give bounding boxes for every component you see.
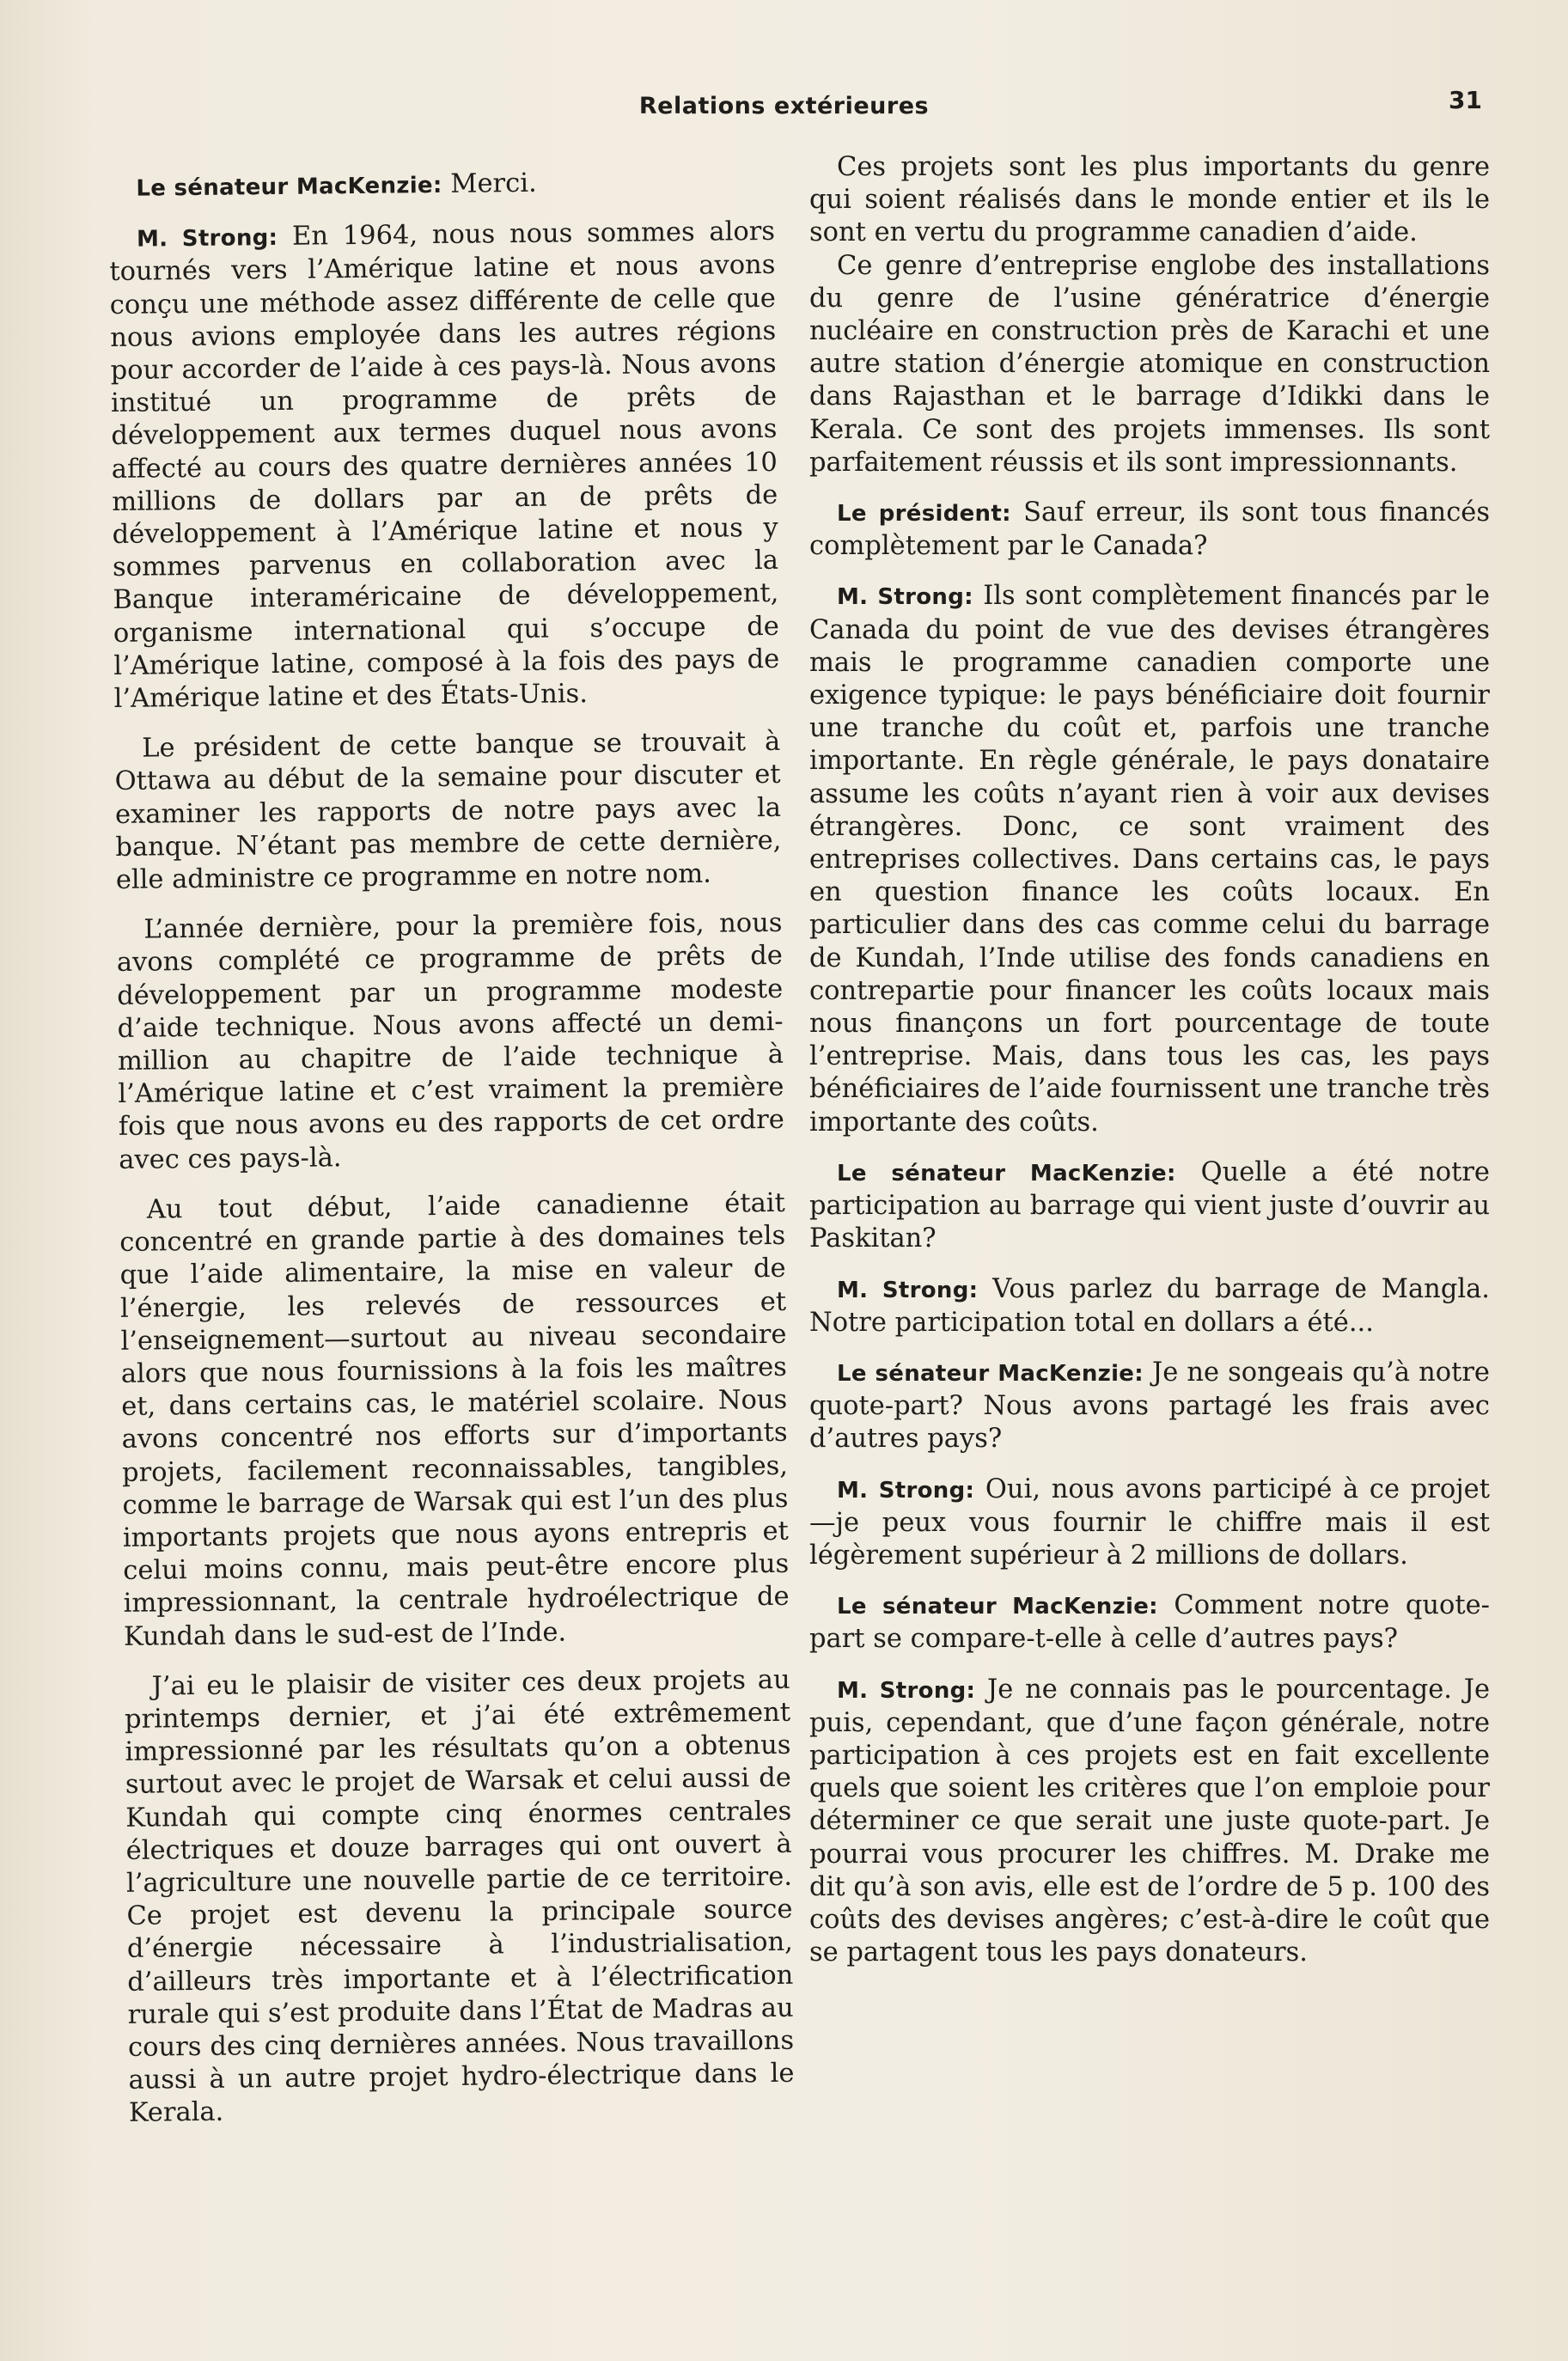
paragraph-text: Ces projets sont les plus importants du genre qui soient réalisés dans le monde entier et ils le sont en vertu du programme canadien d’aide.	[809, 152, 1490, 248]
right-column	[809, 151, 1490, 1986]
running-title: Relations extérieures	[638, 93, 930, 119]
paragraph-text: Ce genre d’entreprise englobe des installations du genre de l’usine génératrice d’énergie nucléaire en construction près de Karachi et une autre station d’énergie atomique en construction dans Rajasthan et le barrage d’Idikki dans le Kerala. Ce sont des projets immenses. Ils sont parfaitement réussis et ils sont impressionnants.	[809, 250, 1490, 478]
paragraph	[809, 1674, 1490, 1970]
paragraph-text: Je ne songeais qu’à notre quote-part? Nous avons partagé les frais avec d’autres pays?	[809, 1357, 1490, 1455]
paragraph	[809, 1156, 1490, 1256]
speaker-label: M. Strong:	[837, 1677, 976, 1704]
speaker-label: M. Strong:	[837, 1277, 979, 1303]
paragraph-text: Vous parlez du barrage de Mangla. Notre participation total en dollars a été...	[809, 1273, 1490, 1338]
paragraph	[116, 907, 784, 1177]
speaker-label: M. Strong:	[136, 225, 278, 253]
speaker-label: M. Strong:	[837, 584, 973, 611]
speaker-label: M. Strong:	[837, 1477, 975, 1504]
page-header	[0, 86, 1568, 129]
paragraph	[809, 580, 1490, 1138]
paragraph	[809, 1473, 1490, 1573]
paragraph-text: Oui, nous avons participé à ce projet—je peux vous fournir le chiffre mais il est légèrement supérieur à 2 millions de dollars.	[809, 1473, 1490, 1571]
left-column	[108, 148, 795, 2148]
paragraph-text: Sauf erreur, ils sont tous financés complètement par le Canada?	[809, 497, 1490, 562]
paragraph-text: Merci.	[450, 168, 537, 199]
paragraph-text: J’ai eu le plaisir de visiter ces deux projets au printemps dernier, et j’ai été extrêmement impressionné par les résultats qu’on a obtenus surtout avec le projet de Warsak et celui aussi de Kundah qui compte cinq énormes centrales électriques et douze barrages qui ont ouvert à l’agriculture une nouvelle partie de ce territoire. Ce projet est devenu la principale source d’énergie nécessaire à l’industrialisation, d’ailleurs très importante et à l’électrification rurale qui s’est produite dans l’État de Madras au cours des cinq dernières années. Nous travaillons aussi à un autre projet hydro-électrique dans le Kerala.	[124, 1664, 795, 2129]
paragraph	[108, 165, 774, 205]
paragraph-text: Comment notre quote-part se compare-t-elle à celle d’autres pays?	[809, 1590, 1490, 1655]
speaker-label: Le sénateur MacKenzie:	[136, 172, 442, 202]
paragraph-text: Je ne connais pas le pourcentage. Je puis, cependant, que d’une façon générale, notre participation à ces projets est en fait excellente quels que soient les critères que l’on emploie pour déterminer ce que serait une juste quote-part. Je pourrai vous procurer les chiffres. M. Drake me dit qu’à son avis, elle est de l’ordre de 5 p. 100 des coûts des devises angères; c’est-à-dire le coût que se partagent tous les pays donateurs.	[809, 1674, 1490, 1968]
paragraph	[119, 1187, 790, 1654]
paragraph	[809, 1589, 1490, 1656]
paragraph	[114, 726, 782, 897]
speaker-label: Le sénateur MacKenzie:	[837, 1360, 1144, 1387]
paragraph	[109, 216, 780, 716]
paragraph-text: L’année dernière, pour la première fois, nous avons complété ce programme de prêts de développement par un programme modeste d’aide technique. Nous avons affecté un demi-million au chapitre de l’aide technique à l’Amérique latine et c’est vraiment la première fois que nous avons eu des rapports de cet ordre avec ces pays-là.	[116, 908, 784, 1175]
speaker-label: Le sénateur MacKenzie:	[837, 1160, 1176, 1187]
page-number: 31	[1449, 86, 1482, 114]
paragraph-text: Quelle a été notre participation au barrage qui vient juste d’ouvrir au Paskitan?	[809, 1156, 1490, 1254]
paragraph	[809, 151, 1490, 250]
speaker-label: Le sénateur MacKenzie:	[837, 1594, 1158, 1620]
paragraph	[809, 250, 1490, 479]
paragraph	[809, 497, 1490, 563]
speaker-label: Le président:	[837, 501, 1011, 528]
paragraph	[809, 1357, 1490, 1456]
paragraph	[124, 1664, 795, 2131]
paragraph-text: Ils sont complètement financés par le Canada du point de vue des devises étrangères mais le programme canadien comporte une exigence typique: le pays bénéficiaire doit fournir une tranche du coût et, parfois une tranche importante. En règle générale, le pays donataire assume les coûts n’ayant rien à voir aux devises étrangères. Donc, ce sont vraiment des entreprises collectives. Dans certains cas, le pays en question finance les coûts locaux. En particulier dans des cas comme celui du barrage de Kundah, l’Inde utilise des fonds canadiens en contrepartie pour financer les coûts locaux mais nous finançons un fort pourcentage de toute l’entreprise. Mais, dans tous les cas, les pays bénéficiaires de l’aide fournissent une tranche très importante des coûts.	[809, 581, 1490, 1138]
paragraph-text: Au tout début, l’aide canadienne était concentré en grande partie à des domaines tels que l’aide alimentaire, la mise en valeur de l’énergie, les relevés de ressources et l’enseignement—surtout au niveau secondaire alors que nous fournissions à la fois les maîtres et, dans certains cas, le matériel scolaire. Nous avons concentré nos efforts sur d’importants projets, facilement reconnaissables, tangibles, comme le barrage de Warsak qui est l’un des plus importants projets que nous ayons entrepris et celui moins connu, mais peut-être encore plus impressionnant, la centrale hydroélectrique de Kundah dans le sud-est de l’Inde.	[119, 1187, 790, 1652]
paragraph	[809, 1273, 1490, 1339]
paragraph-text: En 1964, nous nous sommes alors tournés vers l’Amérique latine et nous avons conçu une méthode assez différente de celle que nous avions employée dans les autres régions pour accorder de l’aide à ces pays-là. Nous avons institué un programme de prêts de développement aux termes duquel nous avons affecté au cours des quatre dernières années 10 millions de dollars par an de prêts de développement à l’Amérique latine et nous y sommes parvenus en collaboration avec la Banque interaméricaine de développement, organisme international qui s’occupe de l’Amérique latine, composé à la fois des pays de l’Amérique latine et des États-Unis.	[109, 217, 780, 715]
paragraph-text: Le président de cette banque se trouvait à Ottawa au début de la semaine pour discuter et examiner les rapports de notre pays avec la banque. N’étant pas membre de cette dernière, elle administre ce programme en notre nom.	[114, 727, 782, 896]
